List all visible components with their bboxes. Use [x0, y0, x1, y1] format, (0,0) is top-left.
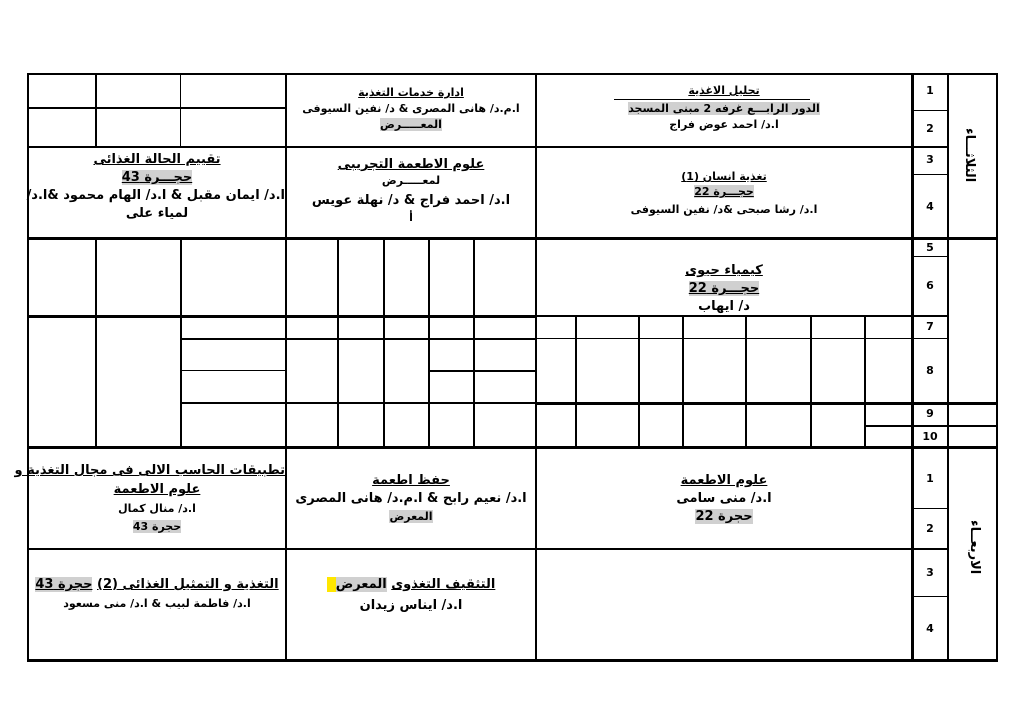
- course-instructor: د/ ايهاب: [698, 299, 750, 314]
- grid-line: [180, 239, 182, 447]
- period-number: 2: [926, 522, 934, 535]
- grid-line: [575, 315, 577, 447]
- course-location: حجرة 43: [132, 520, 182, 533]
- period-number: 1: [926, 84, 934, 97]
- course-location: الدور الرابـــع غرفه 2 مبنى المسجد: [628, 102, 820, 115]
- period-number: 4: [926, 200, 934, 213]
- grid-line: [638, 315, 640, 447]
- period-number: 4: [926, 622, 934, 635]
- course-instructor: ا.د/ منى سامى: [676, 491, 772, 506]
- course-instructor: ا.د/ ايناس زيدان: [359, 598, 463, 613]
- course-title: كيمياء حيوى: [685, 263, 763, 278]
- course-location: حجـــرة 22: [688, 281, 760, 296]
- period-number: 10: [922, 430, 938, 443]
- period-number: 3: [926, 153, 934, 166]
- course-instructor: ا.د/ منال كمال: [118, 502, 196, 515]
- grid-line: [180, 73, 181, 148]
- grid-line: [95, 73, 97, 148]
- grid-line: [864, 315, 866, 447]
- day-wednesday: الاربعــاء: [967, 520, 982, 575]
- course-location: لمعـــــرض: [381, 174, 441, 187]
- grid-line: [913, 315, 948, 317]
- grid-line: [913, 425, 997, 427]
- period-number: 2: [926, 122, 934, 135]
- grid-line: [27, 237, 997, 240]
- course-title: تغذية انسان (1): [681, 170, 767, 183]
- grid-line: [913, 146, 948, 148]
- grid-line: [535, 338, 913, 339]
- grid-line: [682, 315, 684, 447]
- course-location: المعرض: [389, 510, 433, 523]
- grid-line: [535, 402, 913, 405]
- grid-line: [745, 315, 747, 447]
- period-number: 5: [926, 241, 934, 254]
- course-title: تقييم الحالة الغذائى: [93, 152, 221, 167]
- grid-line: [27, 107, 287, 109]
- grid-line: [180, 370, 286, 371]
- course-location: حجرة 22: [695, 509, 753, 524]
- course-instructor: ا.د/ احمد فراج & د/ نهلة عويس: [311, 193, 511, 208]
- grid-line: [913, 596, 948, 597]
- course-title: تطبيقات الحاسب الالى فى مجال التغذية و: [14, 463, 285, 478]
- course-instructor: لمياء على: [125, 206, 189, 221]
- course-location: حجـــرة 22: [694, 185, 754, 198]
- grid-line: [913, 338, 948, 339]
- day-tuesday: الثلاثـــاء: [962, 127, 977, 183]
- grid-line: [430, 370, 537, 372]
- grid-line: [27, 659, 997, 662]
- course-title: تحليل الاغذية: [688, 84, 760, 97]
- grid-line: [285, 239, 287, 447]
- grid-line: [913, 256, 948, 257]
- period-number: 7: [926, 320, 934, 333]
- course-instructor: ا.د/ احمد عوض فراج: [669, 118, 779, 131]
- course-title: علوم الاطعمة: [113, 482, 201, 497]
- course-note: أ: [409, 211, 413, 224]
- grid-line: [913, 508, 948, 509]
- period-number: 9: [926, 407, 934, 420]
- grid-line: [913, 174, 948, 175]
- grid-line: [864, 425, 913, 427]
- grid-line: [285, 338, 537, 340]
- period-number: 1: [926, 472, 934, 485]
- course-title: التثقيف التغذوى المعرض: [287, 576, 535, 593]
- course-title: التغذية و التمثيل الغذائى (2) حجرة 43: [35, 577, 279, 592]
- course-location: المعـــــرض: [380, 118, 442, 131]
- course-instructor: ا.د/ نعيم رابح & ا.م.د/ هانى المصرى: [295, 491, 527, 506]
- grid-line: [180, 402, 537, 404]
- course-instructor: ا.د/ فاطمة لبيب & ا.د/ منى مسعود: [63, 597, 251, 610]
- grid-line: [614, 99, 810, 100]
- grid-line: [180, 338, 286, 340]
- course-title: ادارة خدمات التغذية: [358, 86, 464, 99]
- course-title: علوم الاطعمة: [680, 473, 768, 488]
- course-title: علوم الاطعمة التجريبى: [337, 157, 485, 172]
- course-instructor: ا.م.د/ هانى المصرى & د/ نفين السيوفى: [302, 102, 520, 115]
- grid-line: [27, 146, 913, 148]
- grid-line: [95, 239, 97, 447]
- grid-line: [383, 239, 385, 447]
- grid-line: [537, 548, 948, 550]
- period-number: 6: [926, 279, 934, 292]
- period-number: 8: [926, 364, 934, 377]
- course-instructor: ا.د/ رشا صبحى &د/ نفين السيوفى: [630, 203, 818, 216]
- period-number: 3: [926, 566, 934, 579]
- grid-line: [337, 239, 339, 447]
- course-location: حجـــرة 43: [121, 170, 193, 185]
- grid-line: [473, 239, 475, 447]
- grid-line: [535, 315, 913, 317]
- grid-line: [27, 446, 997, 449]
- grid-line: [913, 110, 948, 111]
- grid-line: [27, 315, 537, 318]
- grid-line: [27, 548, 537, 550]
- course-instructor: ا.د/ ايمان مقبل & ا.د/ الهام محمود &ا.د/: [26, 188, 285, 203]
- grid-line: [996, 73, 998, 662]
- grid-line: [27, 73, 997, 75]
- grid-line: [947, 73, 949, 662]
- grid-line: [428, 239, 430, 447]
- grid-line: [913, 402, 997, 405]
- course-title: حفظ اطعمة: [372, 473, 450, 488]
- grid-line: [810, 315, 812, 447]
